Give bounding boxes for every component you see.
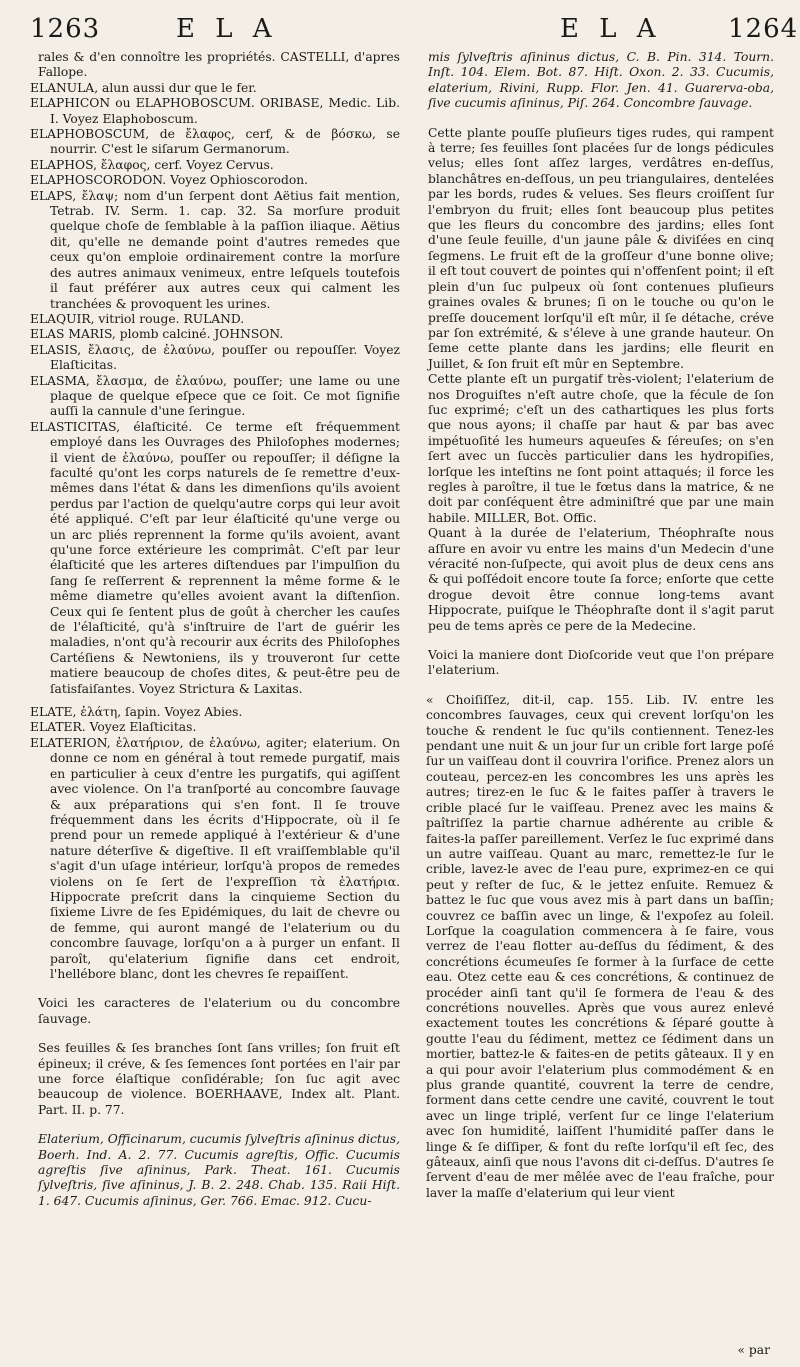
entry-elas-maris: ELAS MARIS, plomb calciné. JOHNSON.: [30, 327, 284, 342]
entry-elaphicon: ELAPHICON ou ELAPHOBOSCUM. ORIBASE, Medic. Lib. I. Voyez Elaphoboscum.: [30, 96, 400, 126]
entry-elasticitas: ELASTICITAS, élaſticité. Ce terme eſt fréquemment employé dans les Ouvrages des Philoſophes modernes; il vient de ἐλαύνω, pouſſer ou repouſſer; il déſigne la faculté qu'ont les corps naturels de ſe remettre d'eux-mêmes dans l'état & dans les dimenſions qu'ils avoient perdus par l'action de quelqu'autre corps qui leur avoit été appliqué. C'eſt par leur élaſticité qu'une verge ou un arc pliés reprennent la forme qu'ils avoient, avant qu'une force extérieure les comprimât. C'eſt par leur élaſticité que les arteres diſtendues par l'impulſion du ſang ſe reſſerrent & reprennent la même forme & le même diametre qu'elles avoient avant la diſtenſion. Ceux qui ſe ſentent plus de goût à chercher les cauſes de l'élaſticité, qu'à s'inſtruire de l'art de guérir les maladies, n'ont qu'à recourir aux écrits des Philoſophes Cartéſiens & Newtoniens, ils y trouveront ſur cette matiere beaucoup de choſes dites, & peut-être peu de ſatisfaiſantes. Voyez Strictura & Laxitas.: [30, 419, 400, 696]
running-header: [0, 14, 800, 54]
duration-paragraph: Quant à la durée de l'elaterium, Théophraſte nous aſſure en avoir vu entre les mains d'un Medecin d'une véracité non-ſuſpecte, qui avoit plus de deux cens ans & qui poſſédoit encore toute ſa force; enſorte que cette drogue devoit être connue long-tems avant Hippocrate, puiſque le Théophraſte dont il s'agit parut peu de tems après ce pere de la Medecine.: [428, 526, 774, 633]
virtues-paragraph: Cette plante eſt un purgatif très-violent; l'elaterium de nos Droguiſtes n'eſt autre choſe, que la fécule de ſon ſuc exprimé; c'eſt un des cathartiques les plus forts que nous ayons; il chaſſe par haut & par bas avec impétuoſité les humeurs aqueuſes & ſéreuſes; on s'en ſert avec un ſuccès particulier dans les hydropiſies, lorſque les inteſtins ne ſont point attaqués; il force les regles à paroître, il tue le fœtus dans la matrice, & ne doit par conſéquent être adminiſtré que par une main habile. MILLER, Bot. Offic.: [428, 372, 774, 525]
preparation-heading: Voici la maniere dont Dioſcoride veut que l'on prépare l'elaterium.: [428, 648, 774, 678]
left-column: [30, 50, 400, 1209]
dioscorides-quote: « Choiſiſſez, dit-il, cap. 155. Lib. IV. entre les concombres ſauvages, ceux qui crevent lorſqu'on les touche & rendent le ſuc qu'ils contiennent. Tenez-les pendant une nuit & un jour ſur un crible fort large poſé ſur un vaiſſeau dont il couvrira l'orifice. Prenez alors un couteau, percez-en les concombres les uns après les autres; tirez-en le ſuc & le faites paſſer à travers le crible placé ſur le vaiſſeau. Prenez avec les mains & paîtriſſez la partie charnue adhérente au crible & faites-la paſſer pareillement. Verſez le ſuc exprimé dans un autre vaiſſeau. Quant au marc, remettez-le ſur le crible, lavez-le avec de l'eau pure, exprimez-en ce qui peut y reſter de ſuc, & le jettez enſuite. Remuez & battez le ſuc que vous avez mis à part dans un baſſin; couvrez ce baſſin avec un linge, & l'expoſez au ſoleil. Lorſque la coagulation commencera à ſe faire, vous verrez de l'eau flotter au-deſſus du ſédiment, & des concrétions écumeuſes ſe former à la ſurface de cette eau. Otez cette eau & ces concrétions, & continuez de procéder ainſi tant qu'il ſe formera de l'eau & des concrétions nouvelles. Après que vous aurez enlevé exactement toutes les concrétions & ſéparé goutte à goutte l'eau du ſédiment, mettez ce ſédiment dans un mortier, battez-le & faites-en de petits gâteaux. Il y en a qui pour avoir l'elaterium plus commodément & en plus grande quantité, couvrent la terre de cendre, forment dans cette cendre une cavité, couvrent le tout avec un linge triplé, verſent ſur ce linge l'elaterium avec ſon humidité, laiſſent l'humidité paſſer dans le linge & ſe diſſiper, & font du reſte lorſqu'il eſt ſec, des gâteaux, ainſi que nous l'avons dit ci-deſſus. D'autres ſe ſervent d'eau de mer mêlée avec de l'eau fraîche, pour laver la maſſe d'elaterium qui leur vient: [426, 692, 774, 1200]
entry-elasma: ELASMA, ἔλασμα, de ἐλαύνω, pouſſer; une lame ou une plaque de quelque eſpece que ce ſoit. Ce mot ſignifie auſſi la cannule d'une ſeringue.: [30, 373, 400, 419]
entry-continuation: rales & d'en connoître les propriétés. CASTELLI, d'apres Fallope.: [38, 50, 400, 80]
entry-elaps: ELAPS, ἔλαψ; nom d'un ſerpent dont Aëtius fait mention, Tetrab. IV. Serm. 1. cap. 32. Sa morſure produit quelque choſe de ſemblable à la paſſion iliaque. Aëtius dit, qu'elle ne demande point d'autres remedes que ceux qu'on emploie ordinairement contre la morſure des autres animaux venimeux, entre leſquels toutefois il faut préférer aux autres ceux qui calment les tranchées & provoquent les urines.: [30, 188, 400, 311]
entry-elaphoboscum: ELAPHOBOSCUM, de ἔλαφος, cerf, & de βόσκω, se nourrir. C'est le siſarum Germanorum.: [30, 127, 400, 157]
entry-elaphos: ELAPHOS, ἔλαφος, cerf. Voyez Cervus.: [30, 157, 274, 172]
catchword: « par: [737, 1343, 770, 1357]
entry-elate: ELATE, ἐλάτη, ſapin. Voyez Abies.: [30, 705, 243, 720]
page-number-left: 1263: [30, 14, 101, 44]
page-number-right: 1264: [728, 14, 799, 44]
right-column: [420, 50, 774, 1201]
synonyms-continuation: mis ſylveſtris aſininus dictus, C. B. Pin. 314. Tourn. Inſt. 104. Elem. Bot. 87. Hiſt. Oxon. 2. 33. Cucumis, elaterium, Rivini, Rupp. Flor. Jen. 41. Guarerva-oba, ſive cucumis aſininus, Piſ. 264. Concombre ſauvage.: [428, 50, 774, 111]
characters-text: Ses feuilles & ſes branches ſont ſans vrilles; ſon fruit eſt épineux; il créve, & ſes ſemences ſont portées en l'air par une force élaſtique conſidérable; ſon ſuc agit avec beaucoup de violence. BOERHAAVE, Index alt. Plant. Part. II. p. 77.: [38, 1041, 400, 1117]
entry-elaterion: ELATERION, ἐλατήριον, de ἐλαύνω, agiter; elaterium. On donne ce nom en général à tout remede purgatif, mais en particulier à ceux d'entre les purgatifs, qui agiſſent avec violence. On l'a tranſporté au concombre ſauvage & aux préparations qui s'en font. Il ſe trouve fréquemment dans les écrits d'Hippocrate, où il ſe prend pour un remede appliqué à l'extérieur & d'une nature déterſive & digeſtive. Il eſt vraiſſemblable qu'il s'agit d'un uſage intérieur, lorſqu'à propos de remedes violens on ſe ſert de l'expreſſion τὰ ἐλατήρια. Hippocrate preſcrit dans la cinquieme Section du ſixieme Livre de ſes Epidémiques, du lait de chevre ou de femme, qui auront mangé de l'elaterium ou du concombre ſauvage, lorſqu'on a à purger un enfant. Il paroît, qu'elaterium ſignifie dans cet endroit, l'hellébore blanc, dont les chevres ſe repaiſſent.: [30, 735, 400, 981]
description-paragraph: Cette plante pouſſe pluſieurs tiges rudes, qui rampent à terre; ſes feuilles ſont placées ſur de longs pédicules velus; elles ſont aſſez larges, verdâtres en-deſſus, blanchâtres en-deſſous, un peu triangulaires, dentelées par les bords, rudes & velues. Ses fleurs croiſſent ſur l'embryon du fruit; elles ſont beaucoup plus petites que les fleurs du concombre des jardins; elles ſont d'une ſeule feuille, d'un jaune pâle & diviſées en cinq ſegmens. Le fruit eſt de la groſſeur d'une bonne olive; il eſt tout couvert de pointes qui n'offenſent point; il eſt plein d'un ſuc pulpeux où ſont contenues pluſieurs graines ovales & brunes; ſi on le touche ou qu'on le preſſe doucement lorſqu'il eſt mûr, il ſe détache, créve par ſon extrémité, & s'éleve à une grande hauteur. On ſeme cette plante dans les jardins; elle fleurit en Juillet, & ſon fruit eſt mûr en Septembre.: [428, 125, 774, 371]
synonyms-text: Elaterium, Officinarum, cucumis ſylveſtris aſininus dictus, Boerh. Ind. A. 2. 77. Cucumis agreſtis, Offic. Cucumis agreſtis ſive aſininus, Park. Theat. 161. Cucumis ſylveſtris, ſive aſininus, J. B. 2. 248. Chab. 135. Raii Hiſt. 1. 647. Cucumis aſininus, Ger. 766. Emac. 912. Cucu-: [38, 1132, 400, 1208]
running-headword-right: E L A: [560, 14, 662, 44]
entry-elanula: ELANULA, alun aussi dur que le fer.: [30, 80, 257, 95]
entry-elater: ELATER. Voyez Elaſticitas.: [30, 720, 197, 735]
entry-elaquir: ELAQUIR, vitriol rouge. RULAND.: [30, 311, 245, 326]
entry-elaphoscorodon: ELAPHOSCORODON. Voyez Ophioscorodon.: [30, 173, 309, 188]
running-headword-left: E L A: [176, 14, 278, 44]
entry-elasis: ELASIS, ἔλασις, de ἐλαύνω, pouſſer ou repouſſer. Voyez Elaſticitas.: [30, 342, 400, 373]
characters-heading: Voici les caracteres de l'elaterium ou du concombre ſauvage.: [38, 996, 400, 1026]
